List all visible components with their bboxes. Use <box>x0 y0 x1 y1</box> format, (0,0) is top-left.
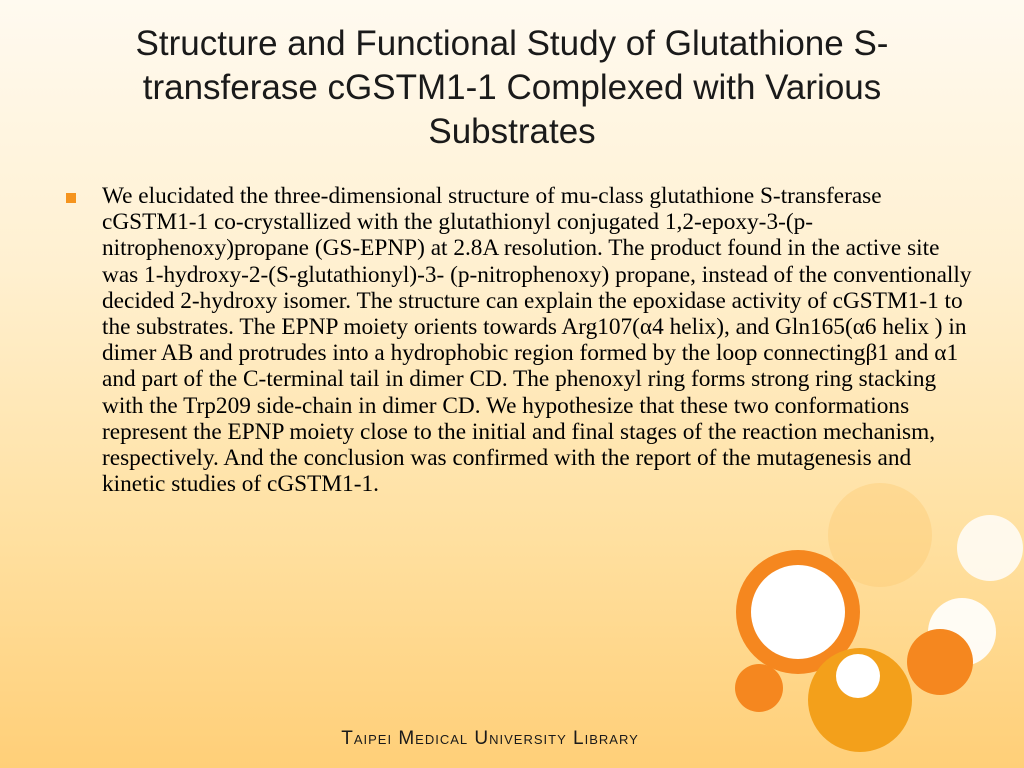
bullet-item <box>62 183 974 497</box>
slide-title: Structure and Functional Study of Glutathione S-transferase cGSTM1-1 Complexed with Various Substrates <box>135 24 889 151</box>
square-bullet-icon <box>66 193 76 203</box>
footer-library-name: Taipei Medical University Library <box>341 728 639 749</box>
bullet-list <box>62 183 974 497</box>
circle-cluster-graphic <box>735 483 1023 752</box>
bullet-text: We elucidated the three-dimensional structure of mu-class glutathione S-transferase cGSTM1-1 co-crystallized with the glutathionyl conjugated 1,2-epoxy-3-(p-nitrophenoxy)propane (GS-EPNP) at 2.8A resolution. The product found in the active site was 1-hydroxy-2-(S-glutathionyl)-3- (p-nitrophenoxy) propane, instead of the conventionally decided 2-hydroxy isomer. The structure can explain the epoxidase activity of cGSTM1-1 to the substrates. The EPNP moiety orients towards Arg107(α4 helix), and Gln165(α6 helix ) in dimer AB and protrudes into a hydrophobic region formed by the loop connectingβ1 and α1 and part of the C-terminal tail in dimer CD. The phenoxyl ring forms strong ring stacking with the Trp209 side-chain in dimer CD. We hypothesize that these two conformations represent the EPNP moiety close to the initial and final stages of the reaction mechanism, respectively. And the conclusion was confirmed with the report of the mutagenesis and kinetic studies of cGSTM1-1. <box>102 183 972 498</box>
